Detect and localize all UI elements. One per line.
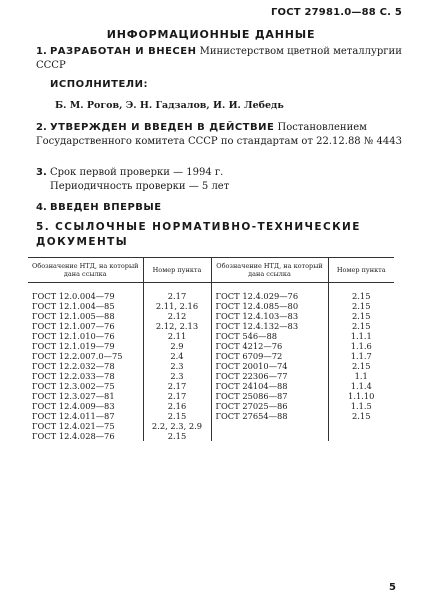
point-cell: 1.1.1 (328, 331, 394, 341)
table-row (28, 311, 394, 321)
point-cell: 2.12 (143, 311, 211, 321)
point-cell: 1.1.4 (328, 381, 394, 391)
table-row (28, 331, 394, 341)
point-cell: 1.1 (328, 371, 394, 381)
section-heading: ВВЕДЕН ВПЕРВЫЕ (49, 202, 162, 213)
point-cell: 2.11, 2.16 (143, 301, 211, 311)
section-number: 4. (36, 202, 47, 213)
point-cell: 2.3 (143, 361, 211, 371)
table-row (28, 381, 394, 391)
point-cell (328, 421, 394, 431)
ntd-cell: ГОСТ 25086—87 (211, 391, 328, 401)
ntd-cell: ГОСТ 12.1.007—76 (32, 321, 115, 331)
section-number: 3. (36, 167, 47, 178)
section-approved (36, 121, 406, 149)
point-cell: 1.1.10 (328, 391, 394, 401)
executors-heading (50, 78, 420, 92)
ntd-cell (211, 421, 328, 431)
ntd-cell: ГОСТ 12.4.103—83 (211, 311, 328, 321)
section-developed (36, 45, 406, 73)
point-cell: 2.15 (328, 301, 394, 311)
executors-list: Б. М. Рогов, Э. Н. Гадзалов, И. И. Лебедь (55, 100, 284, 111)
table-row (28, 411, 394, 421)
point-cell: 2.15 (328, 283, 394, 302)
ntd-cell: ГОСТ 12.2.033—78 (32, 371, 115, 381)
ntd-cell (211, 431, 328, 441)
ntd-cell: ГОСТ 12.4.009—83 (32, 401, 115, 411)
point-cell: 2.4 (143, 351, 211, 361)
section-number: 5. (36, 221, 51, 233)
table-row (28, 361, 394, 371)
ntd-cell: ГОСТ 12.4.085—80 (211, 301, 328, 311)
sub-heading: ИСПОЛНИТЕЛИ: (50, 79, 148, 90)
table-row (28, 301, 394, 311)
review-period-text: Периодичность проверки — 5 лет (50, 181, 230, 192)
section-heading: РАЗРАБОТАН И ВНЕСЕН (49, 46, 197, 57)
column-header-point: Номер пункта (143, 258, 211, 283)
table-row (28, 321, 394, 331)
point-cell: 2.17 (143, 391, 211, 401)
ntd-cell: ГОСТ 27025—86 (211, 401, 328, 411)
ntd-cell: ГОСТ 20010—74 (211, 361, 328, 371)
ntd-cell: ГОСТ 12.1.019—79 (32, 341, 115, 351)
section-number: 2. (36, 122, 47, 133)
ntd-cell: ГОСТ 546—88 (211, 331, 328, 341)
point-cell: 1.1.6 (328, 341, 394, 351)
ntd-cell: ГОСТ 12.4.132—83 (211, 321, 328, 331)
ntd-cell: ГОСТ 4212—76 (211, 341, 328, 351)
point-cell: 2.2, 2.3, 2.9 (143, 421, 211, 431)
ntd-cell: ГОСТ 12.1.005—88 (32, 311, 115, 321)
table-row (28, 341, 394, 351)
point-cell: 2.15 (328, 411, 394, 421)
section-references (36, 220, 406, 250)
point-cell: 2.11 (143, 331, 211, 341)
table-row (28, 431, 394, 441)
ntd-cell: ГОСТ 27654—88 (211, 411, 328, 421)
point-cell: 1.1.5 (328, 401, 394, 411)
ntd-cell: ГОСТ 12.2.032—78 (32, 361, 115, 371)
point-cell: 2.17 (143, 283, 211, 302)
column-header-ntd: Обозначение НТД, на который дана ссылка (28, 258, 143, 283)
ntd-cell: ГОСТ 24104—88 (211, 381, 328, 391)
ntd-cell: ГОСТ 22306—77 (211, 371, 328, 381)
section-heading: ССЫЛОЧНЫЕ НОРМАТИВНО-ТЕХНИЧЕСКИЕ ДОКУМЕНТЫ (36, 221, 361, 248)
column-header-ntd: Обозначение НТД, на который дана ссылка (211, 258, 328, 283)
point-cell: 2.15 (143, 431, 211, 441)
page-number: 5 (389, 582, 396, 593)
point-cell: 2.15 (143, 411, 211, 421)
point-cell: 2.3 (143, 371, 211, 381)
ntd-cell: ГОСТ 12.3.002—75 (32, 381, 115, 391)
section-text: Министерством цветной металлургии СССР (36, 46, 402, 71)
section-first-introduced (36, 201, 406, 215)
section-heading: УТВЕРЖДЕН И ВВЕДЕН В ДЕЙСТВИЕ (49, 122, 275, 133)
first-review-text: Срок первой проверки — 1994 г. (49, 167, 224, 178)
references-table (28, 257, 394, 441)
section-text: Постановлением Государственного комитета СССР по стандартам от 22.12.88 № 4443 (36, 122, 402, 147)
ntd-cell: ГОСТ 12.4.011—87 (32, 411, 115, 421)
point-cell: 2.15 (328, 321, 394, 331)
ntd-cell: ГОСТ 12.4.028—76 (32, 431, 115, 441)
point-cell: 2.16 (143, 401, 211, 411)
column-header-point: Номер пункта (328, 258, 394, 283)
ntd-cell: ГОСТ 12.2.007.0—75 (32, 351, 123, 361)
ntd-cell: ГОСТ 6709—72 (211, 351, 328, 361)
section-revision (36, 166, 406, 194)
table-row (28, 351, 394, 361)
ntd-cell: ГОСТ 12.4.029—76 (211, 283, 328, 302)
point-cell: 2.9 (143, 341, 211, 351)
point-cell: 1.1.7 (328, 351, 394, 361)
point-cell (328, 431, 394, 441)
point-cell: 2.15 (328, 361, 394, 371)
ntd-cell: ГОСТ 12.1.010—76 (32, 331, 115, 341)
point-cell: 2.12, 2.13 (143, 321, 211, 331)
ntd-cell: ГОСТ 12.0.004—79 (32, 291, 115, 301)
ntd-cell: ГОСТ 12.4.021—75 (32, 421, 115, 431)
page-header: ГОСТ 27981.0—88 С. 5 (270, 7, 402, 18)
ntd-cell: ГОСТ 12.3.027—81 (32, 391, 115, 401)
document-title: ИНФОРМАЦИОННЫЕ ДАННЫЕ (106, 28, 316, 41)
table-row (28, 371, 394, 381)
table-row (28, 391, 394, 401)
point-cell: 2.17 (143, 381, 211, 391)
table-row (28, 421, 394, 431)
point-cell: 2.15 (328, 311, 394, 321)
table-row (28, 283, 394, 302)
table-header-row (28, 258, 394, 283)
table-row (28, 401, 394, 411)
ntd-cell: ГОСТ 12.1.004—85 (32, 301, 115, 311)
section-number: 1. (36, 46, 47, 57)
